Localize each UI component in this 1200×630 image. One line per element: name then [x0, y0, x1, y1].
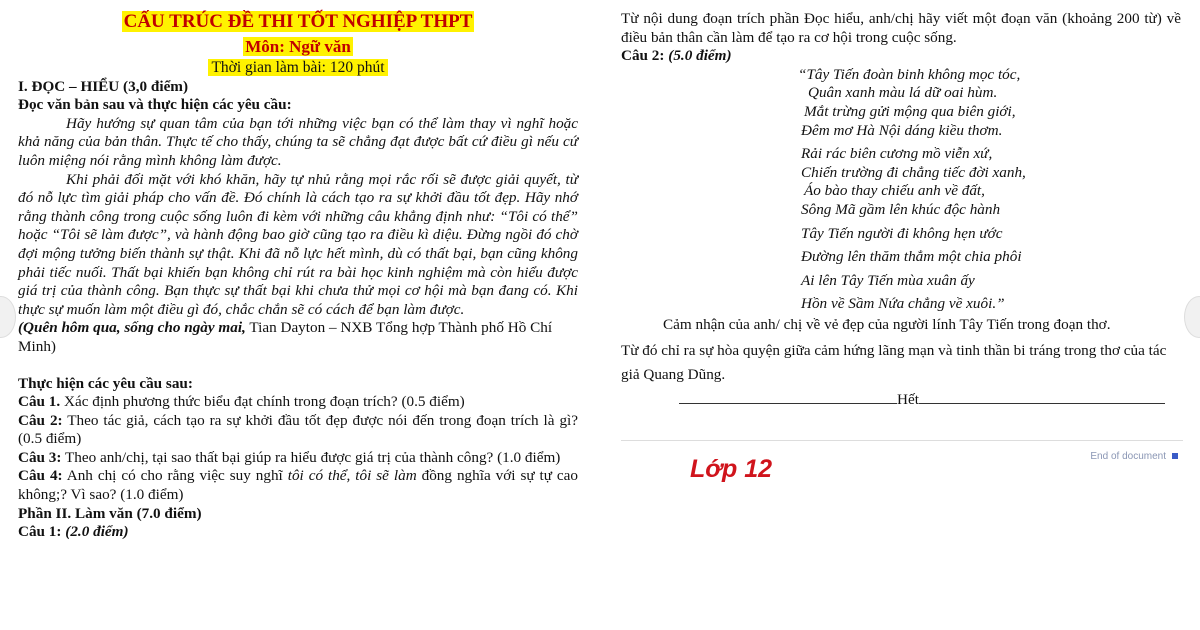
poem-line: Ai lên Tây Tiến mùa xuân ấy	[801, 271, 975, 289]
end-of-document-label: End of document	[1090, 451, 1178, 462]
end-word: Hết	[897, 390, 919, 408]
poem-line: Tây Tiến người đi không hẹn ước	[801, 224, 1003, 242]
tasks-heading: Thực hiện các yêu cầu sau:	[18, 374, 193, 392]
source-title: (Quên hôm qua, sống cho ngày mai,	[18, 319, 246, 337]
essay-1-label: Câu 1:	[18, 523, 62, 541]
part1-heading: I. ĐỌC – HIỂU (3,0 điểm)	[18, 77, 189, 95]
question-3-label: Câu 3:	[18, 448, 62, 466]
page-title: CẤU TRÚC ĐỀ THI TỐT NGHIỆP THPT	[123, 11, 473, 32]
poem-line: “Tây Tiến đoàn binh không mọc tóc,	[798, 65, 1021, 83]
poem-line: Sông Mã gầm lên khúc độc hành	[801, 200, 1001, 218]
question-4-text-b: đồng nghĩa với sự tự cao không;? Vì sao? (1.0 điểm)	[18, 467, 579, 504]
end-marker	[679, 391, 1181, 410]
page-divider	[621, 440, 1183, 441]
poem-excerpt	[621, 66, 1181, 314]
question-1-text: Xác định phương thức biểu đạt chính trong đoạn trích? (0.5 điểm)	[60, 393, 465, 411]
grade-label: Lớp 12	[690, 455, 773, 483]
question-4-text-a: Anh chị có cho rằng việc suy nghĩ	[62, 467, 288, 485]
question-4	[18, 467, 578, 504]
right-column	[621, 10, 1181, 409]
time-row	[18, 59, 578, 78]
essay-1-points: (2.0 điểm)	[61, 523, 129, 541]
question-2-text: Theo tác giả, cách tạo ra sự khởi đầu tốt đẹp được nói đến trong đoạn trích là gì? (0.5 điểm)	[18, 411, 578, 448]
question-4-text-em: tôi có thể, tôi sẽ làm	[287, 467, 417, 485]
poem-line: Quân xanh màu lá dữ oai hùm.	[808, 84, 998, 102]
essay-2-task-a: Cảm nhận của anh/ chị về vẻ đẹp của người lính Tây Tiến trong đoạn thơ.	[663, 315, 1111, 333]
previous-page-handle[interactable]	[0, 296, 16, 338]
question-2	[18, 412, 578, 449]
essay-2-label: Câu 2:	[621, 47, 665, 65]
poem-line: Mắt trừng gửi mộng qua biên giới,	[804, 102, 1016, 120]
part1-instruction: Đọc văn bản sau và thực hiện các yêu cầu:	[18, 96, 292, 114]
essay-1-prompt: Từ nội dung đoạn trích phần Đọc hiểu, anh/chị hãy viết một đoạn văn (khoảng 200 từ) về điều bản thân cần làm để tạo ra cơ hội trong cuộc sống.	[621, 10, 1181, 46]
question-3-text: Theo anh/chị, tại sao thất bại giúp ra hiểu được giá trị của thành công? (1.0 điểm)	[61, 448, 561, 466]
question-4-label: Câu 4:	[18, 467, 63, 485]
essay-2-task-b: Từ đó chỉ ra sự hòa quyện giữa cảm hứng lãng mạn và tinh thần bi tráng trong thơ của tác giả Quang Dũng.	[621, 341, 1167, 383]
left-column	[18, 10, 578, 542]
passage-source	[18, 319, 578, 356]
time-label: Thời gian làm bài: 120 phút	[208, 59, 387, 76]
title-row	[18, 10, 578, 34]
subject-row	[18, 36, 578, 58]
end-of-document-icon	[1172, 453, 1178, 459]
question-1-label: Câu 1.	[18, 393, 61, 411]
question-3	[18, 449, 578, 468]
question-2-label: Câu 2:	[18, 411, 63, 429]
poem-line: Đêm mơ Hà Nội dáng kiều thơm.	[801, 121, 1003, 139]
poem-line: Chiến trường đi chẳng tiếc đời xanh,	[801, 163, 1026, 181]
essay-1-heading	[18, 523, 578, 542]
essay-2-points: (5.0 điểm)	[664, 47, 732, 65]
next-page-handle[interactable]	[1184, 296, 1200, 338]
poem-line: Đường lên thăm thẳm một chia phôi	[801, 248, 1022, 266]
poem-line: Áo bào thay chiếu anh về đất,	[804, 182, 985, 200]
passage-paragraph-1: Hãy hướng sự quan tâm của bạn tới những việc bạn có thể làm thay vì nghĩ hoặc khả năng của bản thân. Thực tế cho thấy, chúng ta sẽ chẳng đạt được bất cứ điều gì nếu cứ luôn miệng nói rằng mình không làm được.	[18, 114, 578, 169]
part2-heading: Phần II. Làm văn (7.0 điểm)	[18, 504, 202, 522]
question-1	[18, 393, 578, 412]
poem-line: Rải rác biên cương mồ viễn xứ,	[801, 145, 993, 163]
passage-paragraph-2: Khi phải đối mặt với khó khăn, hãy tự nhủ rằng mọi rắc rối sẽ được giải quyết, từ đó nỗ lực tìm giải pháp cho vấn đề. Đó chính là cách tạo ra sự khởi đầu tốt đẹp. Hãy nhớ rằng thành công trong cuộc sống luôn đi kèm với những câu khẳng định như: “Tôi có thể” hoặc “Tôi sẽ làm được”, và hành động bao giờ cũng tạo ra điều kì diệu. Đừng ngồi đó chờ đợi mộng tưởng biến thành sự thật. Khi đã nỗ lực hết mình, dù có thất bại, bạn cũng không phải tiếc nuối. Thất bại khiến bạn không chỉ rút ra bài học kinh nghiệm mà còn hiểu được giá trị của thành công. Bạn thực sự thất bại khi chưa thử mọi cơ hội mà bạn đang có. Khi thực sự muốn làm một điều gì đó, chắc chắn sẽ có cách để bạn làm được.	[18, 170, 578, 318]
poem-line: Hồn về Sầm Nứa chẳng về xuôi.”	[801, 295, 1005, 313]
subject-label: Môn: Ngữ văn	[245, 37, 351, 56]
essay-2-heading	[621, 47, 1181, 66]
source-publisher: Tian Dayton – NXB Tổng hợp Thành phố Hồ Chí Minh)	[18, 319, 553, 355]
